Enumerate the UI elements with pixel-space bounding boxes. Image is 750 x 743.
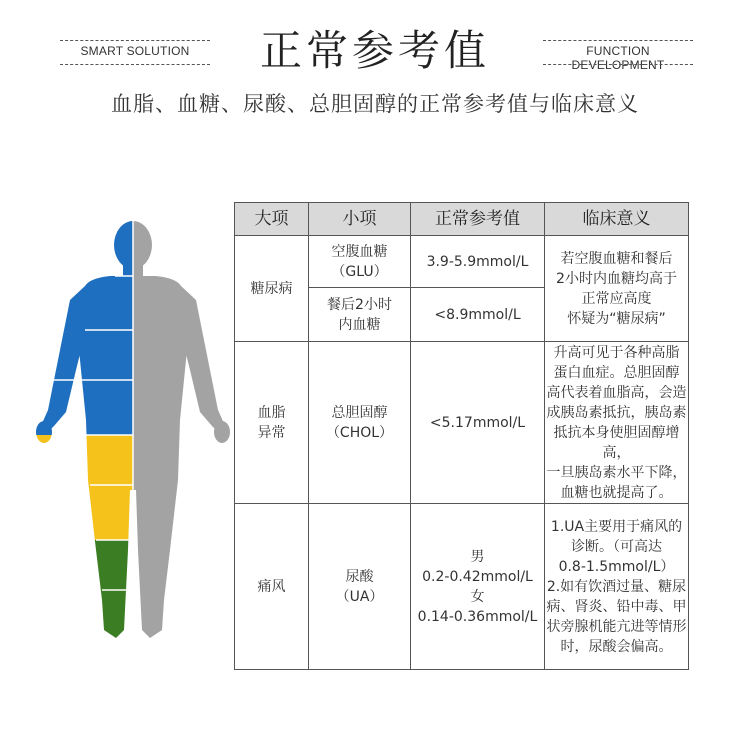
reference-table	[234, 202, 689, 670]
meaning-lipid: 升高可见于各种高脂 蛋白血症。总胆固醇 高代表着血脂高，会造 成胰岛素抵抗，胰岛素 抵抗本身使胆固醇增高， 一旦胰岛素水平下降， 血糖也就提高了。	[545, 342, 689, 504]
item-postprandial-glucose: 餐后2小时 内血糖	[309, 288, 411, 342]
value-fasting-glucose: 3.9-5.9mmol/L	[411, 236, 545, 288]
value-postprandial-glucose: <8.9mmol/L	[411, 288, 545, 342]
item-fasting-glucose: 空腹血糖 （GLU）	[309, 236, 411, 288]
smart-solution-tag: SMART SOLUTION	[80, 44, 190, 58]
meaning-gout: 1.UA主要用于痛风的 诊断。（可高达 0.8-1.5mmol/L） 2.如有饮酒过量、糖尿 病、肾炎、铅中毒、甲 状旁腺机能亢进等情形 时，尿酸会偏高。	[545, 504, 689, 670]
meaning-diabetes: 若空腹血糖和餐后 2小时内血糖均高于 正常应高度 怀疑为“糖尿病”	[545, 236, 689, 342]
value-uric-acid: 男 0.2-0.42mmol/L 女 0.14-0.36mmol/L	[411, 504, 545, 670]
human-body-figure	[30, 220, 235, 650]
table-row-diabetes-1	[235, 236, 689, 288]
table-row-lipid	[235, 342, 689, 504]
header-clinical-meaning: 临床意义	[545, 203, 689, 236]
value-cholesterol: <5.17mmol/L	[411, 342, 545, 504]
page-title: 正常参考值	[259, 26, 490, 75]
header-reference-value: 正常参考值	[411, 203, 545, 236]
item-cholesterol: 总胆固醇 （CHOL）	[309, 342, 411, 504]
category-gout: 痛风	[235, 504, 309, 670]
header-category: 大项	[235, 203, 309, 236]
category-lipid: 血脂 异常	[235, 342, 309, 504]
header-item: 小项	[309, 203, 411, 236]
table-row-gout	[235, 504, 689, 670]
category-diabetes: 糖尿病	[235, 236, 309, 342]
table-header-row	[235, 203, 689, 236]
function-development-tag: FUNCTION DEVELOPMENT	[571, 44, 665, 72]
page-subtitle: 血脂、血糖、尿酸、总胆固醇的正常参考值与临床意义	[111, 92, 639, 116]
item-uric-acid: 尿酸 （UA）	[309, 504, 411, 670]
